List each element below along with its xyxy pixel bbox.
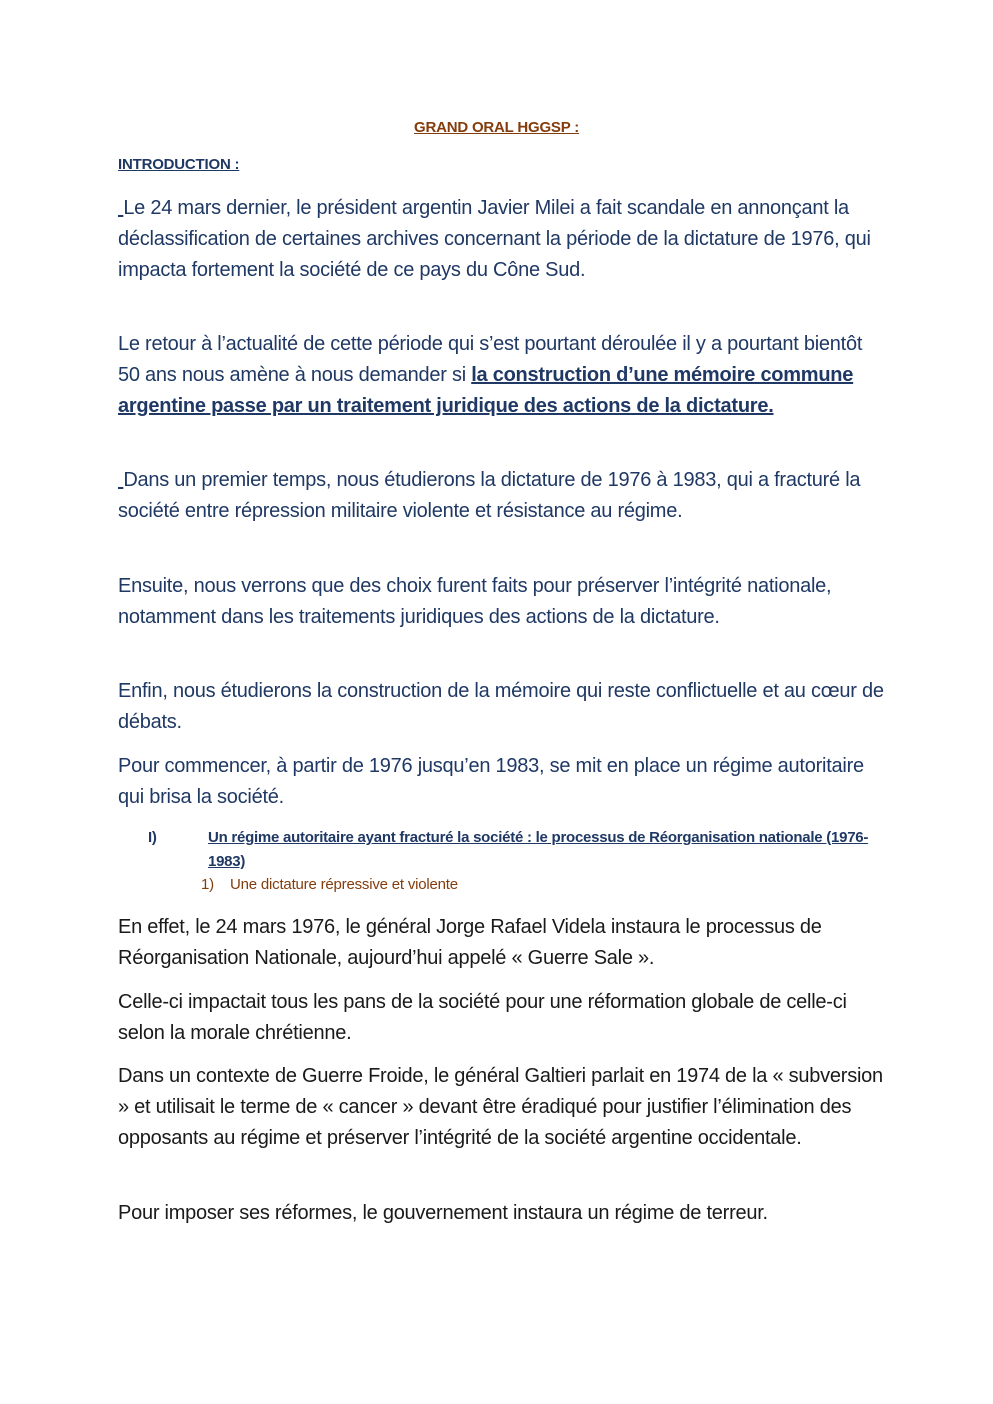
- intro-paragraph-4-text: Ensuite, nous verrons que des choix furent faits pour préserver l’intégrité nationale, notamment dans les traitements juridiques des actions de la dictature.: [118, 575, 832, 628]
- body-paragraph-2-text: Celle-ci impactait tous les pans de la société pour une réformation globale de celle-ci selon la morale chrétienne.: [118, 991, 847, 1044]
- body-paragraph-4-text: Pour imposer ses réformes, le gouvernement instaura un régime de terreur.: [118, 1202, 768, 1224]
- intro-paragraph-5: [118, 676, 888, 738]
- problematique: la construction d’une mémoire commune argentine passe par un traitement juridique des actions de la dictature.: [118, 364, 854, 417]
- subsection-1-title: Une dictature répressive et violente: [230, 876, 458, 893]
- introduction-heading: INTRODUCTION :: [118, 156, 240, 173]
- section-1-number: I): [148, 829, 157, 846]
- intro-paragraph-3-text: Dans un premier temps, nous étudierons la dictature de 1976 à 1983, qui a fracturé la société entre répression militaire violente et résistance au régime.: [118, 469, 861, 522]
- body-paragraph-1: [118, 912, 888, 974]
- section-1-title: Un régime autoritaire ayant fracturé la société : le processus de Réorganisation nationale (1976-1983): [208, 829, 869, 870]
- subsection-1-heading: [201, 875, 458, 895]
- intro-paragraph-6: [118, 751, 888, 813]
- intro-paragraph-5-text: Enfin, nous étudierons la construction de la mémoire qui reste conflictuelle et au cœur de débats.: [118, 680, 884, 733]
- document-title: GRAND ORAL HGGSP :: [413, 119, 580, 136]
- intro-paragraph-3: [118, 465, 888, 527]
- intro-paragraph-4: [118, 571, 888, 633]
- intro-paragraph-2-text: Le retour à l’actualité de cette période qui s’est pourtant déroulée il y a pourtant bientôt 50 ans nous amène à nous demander si: [118, 333, 863, 386]
- intro-paragraph-1-text: Le 24 mars dernier, le président argentin Javier Milei a fait scandale en annonçant la déclassification de certaines archives concernant la période de la dictature de 1976, qui impacta fortement la société de ce pays du Cône Sud.: [118, 197, 871, 281]
- body-paragraph-4: [118, 1198, 888, 1229]
- body-paragraph-3-text: Dans un contexte de Guerre Froide, le général Galtieri parlait en 1974 de la « subversion » et utilisait le terme de « cancer » devant être éradiqué pour justifier l’élimination des opposants au régime et préserver l’intégrité de la société argentine occidentale.: [118, 1065, 883, 1149]
- body-paragraph-2: [118, 987, 888, 1049]
- body-paragraph-1-text: En effet, le 24 mars 1976, le général Jorge Rafael Videla instaura le processus de Réorganisation Nationale, aujourd’hui appelé « Guerre Sale ».: [118, 916, 822, 969]
- subsection-1-number: 1): [201, 876, 214, 893]
- intro-paragraph-2: [118, 329, 888, 422]
- intro-paragraph-1: [118, 193, 888, 286]
- body-paragraph-3: [118, 1061, 888, 1154]
- intro-paragraph-6-text: Pour commencer, à partir de 1976 jusqu’en 1983, se mit en place un régime autoritaire qui brisa la société.: [118, 755, 864, 808]
